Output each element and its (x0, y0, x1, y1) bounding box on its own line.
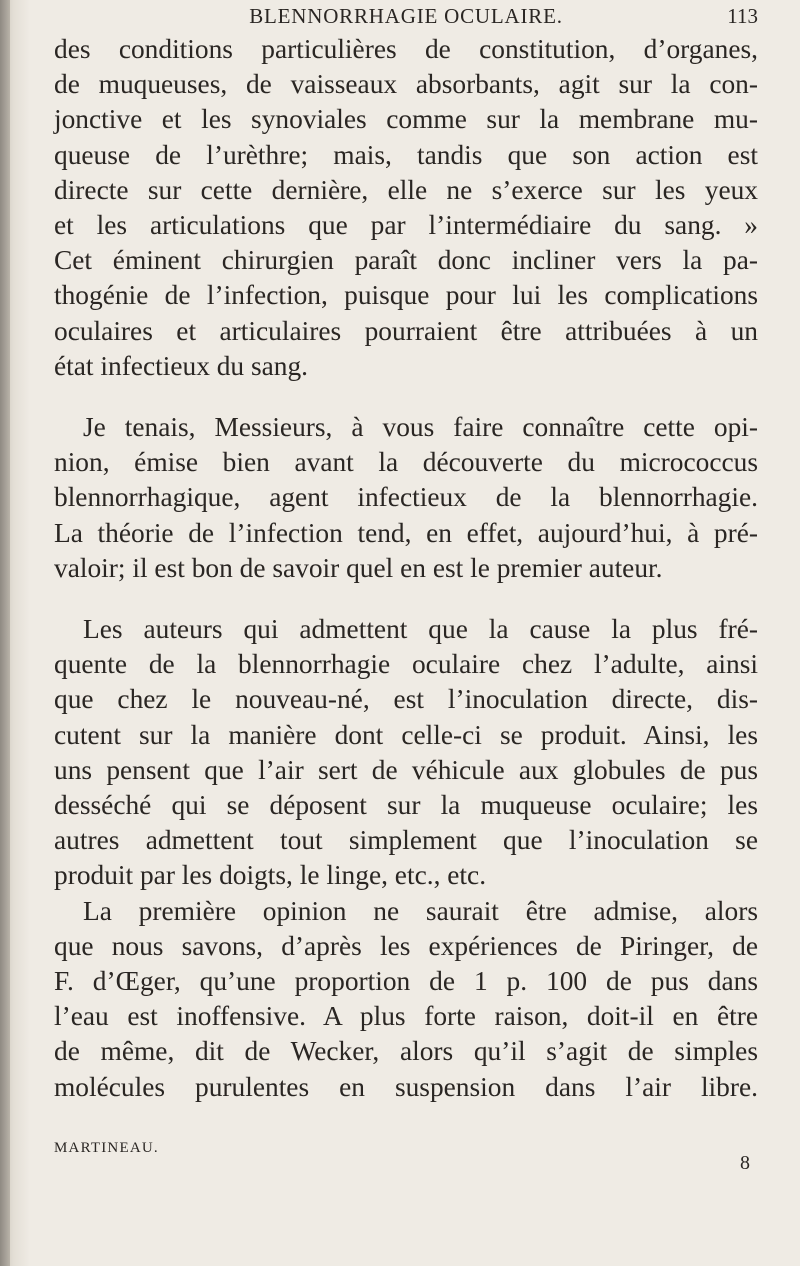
text-line: des conditions particulières de constitution, d’organes, (54, 34, 758, 64)
page-number: 113 (727, 4, 758, 28)
text-line: de même, dit de Wecker, alors qu’il s’agit de simples (54, 1036, 758, 1067)
paragraph-2 (54, 410, 758, 586)
paragraph-gap (54, 586, 758, 612)
text-line: nion, émise bien avant la découverte du micrococcus (54, 447, 758, 478)
text-line: produit par les doigts, le linge, etc., etc. (54, 860, 487, 891)
text-line: La théorie de l’infection tend, en effet, aujourd’hui, à pré- (54, 517, 758, 548)
text-line: uns pensent que l’air sert de véhicule aux globules de pus (54, 754, 758, 785)
body-text (54, 32, 758, 1105)
text-line: directe sur cette dernière, elle ne s’exerce sur les yeux (54, 174, 758, 205)
text-line: thogénie de l’infection, puisque pour lui les complications (54, 280, 758, 311)
text-line: La première opinion ne saurait être admise, alors (83, 895, 758, 926)
text-line: que nous savons, d’après les expériences de Piringer, de (54, 930, 758, 961)
text-line: de muqueuses, de vaisseaux absorbants, agit sur la con- (54, 69, 758, 100)
text-line: desséché qui se déposent sur la muqueuse oculaire; les (54, 790, 758, 821)
text-line: Cet éminent chirurgien paraît donc incliner vers la pa- (54, 245, 758, 276)
text-line: Les auteurs qui admettent que la cause la plus fré- (83, 614, 758, 645)
running-head (54, 4, 758, 34)
text-line: blennorrhagique, agent infectieux de la blennorrhagie. (54, 482, 758, 513)
text-line: l’eau est inoffensive. A plus forte raison, doit-il en être (54, 1001, 758, 1032)
paragraph-1 (54, 32, 758, 384)
text-line: jonctive et les synoviales comme sur la membrane mu- (54, 104, 758, 135)
text-line: Je tenais, Messieurs, à vous faire connaître cette opi- (83, 412, 758, 443)
text-line: queuse de l’urèthre; mais, tandis que son action est (54, 139, 758, 170)
page-footer (54, 1140, 758, 1180)
signature-number: 8 (740, 1152, 750, 1174)
paragraph-3 (54, 612, 758, 894)
text-line: valoir; il est bon de savoir quel en est le premier auteur. (54, 552, 663, 583)
text-line: molécules purulentes en suspension dans l’air libre. (54, 1071, 758, 1102)
paragraph-4 (54, 894, 758, 1105)
text-line: autres admettent tout simplement que l’inoculation se (54, 825, 758, 856)
text-line: quente de la blennorrhagie oculaire chez l’adulte, ainsi (54, 649, 758, 680)
printer-signature: MARTINEAU. (54, 1140, 159, 1156)
text-line: cutent sur la manière dont celle-ci se produit. Ainsi, les (54, 719, 758, 750)
text-line: et les articulations que par l’intermédiaire du sang. » (54, 210, 758, 241)
paragraph-gap (54, 384, 758, 410)
running-title: BLENNORRHAGIE OCULAIRE. (249, 4, 563, 28)
text-line: que chez le nouveau-né, est l’inoculation directe, dis- (54, 684, 758, 715)
text-line: oculaires et articulaires pourraient être attribuées à un (54, 315, 758, 346)
text-line: état infectieux du sang. (54, 350, 309, 381)
book-spine-shadow (0, 0, 10, 1266)
text-line: F. d’Œger, qu’une proportion de 1 p. 100 de pus dans (54, 966, 758, 997)
